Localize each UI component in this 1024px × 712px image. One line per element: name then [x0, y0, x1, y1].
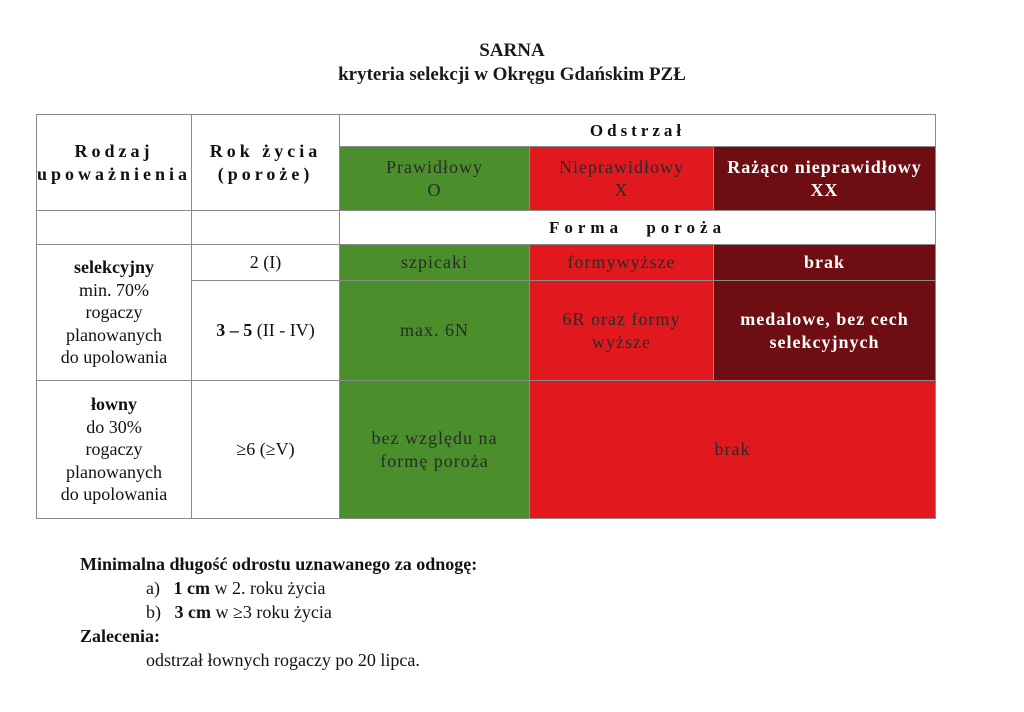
category-nieprawidlowy: Nieprawidłowy X: [530, 147, 714, 211]
forma-prawidlowy-cell: bez względu na formę poroża: [340, 381, 530, 519]
forma-nieprawidlowy-cell: 6R oraz formy wyższe: [530, 281, 714, 381]
header-rodzaj-upowaznienia: Rodzaj upoważnienia: [37, 115, 192, 211]
forma-prawidlowy-cell: szpicaki: [340, 245, 530, 281]
spacer-cell: [192, 211, 340, 245]
notes-heading: Minimalna długość odrostu uznawanego za odnogę:: [80, 554, 478, 574]
lowny-cell: łowny do 30% rogaczy planowanych do upolowania: [37, 381, 192, 519]
forma-razaco-cell: brak: [714, 245, 936, 281]
header-forma-poroza: Forma poroża: [340, 211, 936, 245]
forma-nieprawidlowy-cell: formywyższe: [530, 245, 714, 281]
selekcyjny-cell: selekcyjny min. 70% rogaczy planowanych do upolowania: [37, 245, 192, 381]
page-title: SARNA: [479, 40, 545, 61]
category-prawidlowy: Prawidłowy O: [340, 147, 530, 211]
age-cell: 3 – 5 (II - IV): [192, 281, 340, 381]
age-cell: ≥6 (≥V): [192, 381, 340, 519]
forma-razaco-cell: medalowe, bez cech selekcyjnych: [714, 281, 936, 381]
spacer-cell: [37, 211, 192, 245]
note-item: b) 3 cm w ≥3 roku życia: [146, 602, 332, 622]
recommendations-text: odstrzał łownych rogaczy po 20 lipca.: [146, 650, 420, 670]
note-item: a) 1 cm w 2. roku życia: [146, 578, 326, 598]
page-subtitle: kryteria selekcji w Okręgu Gdańskim PZŁ: [338, 64, 686, 85]
category-razaco-nieprawidlowy: Rażąco nieprawidłowy XX: [714, 147, 936, 211]
criteria-table: [36, 114, 936, 519]
notes-section: [80, 552, 477, 672]
recommendations-heading: Zalecenia:: [80, 626, 160, 646]
header-odstrzal: Odstrzał: [340, 115, 936, 147]
header-rok-zycia: Rok życia (poroże): [192, 115, 340, 211]
age-cell: 2 (I): [192, 245, 340, 281]
forma-prawidlowy-cell: max. 6N: [340, 281, 530, 381]
forma-nieprawidlowy-razaco-cell: brak: [530, 381, 936, 519]
